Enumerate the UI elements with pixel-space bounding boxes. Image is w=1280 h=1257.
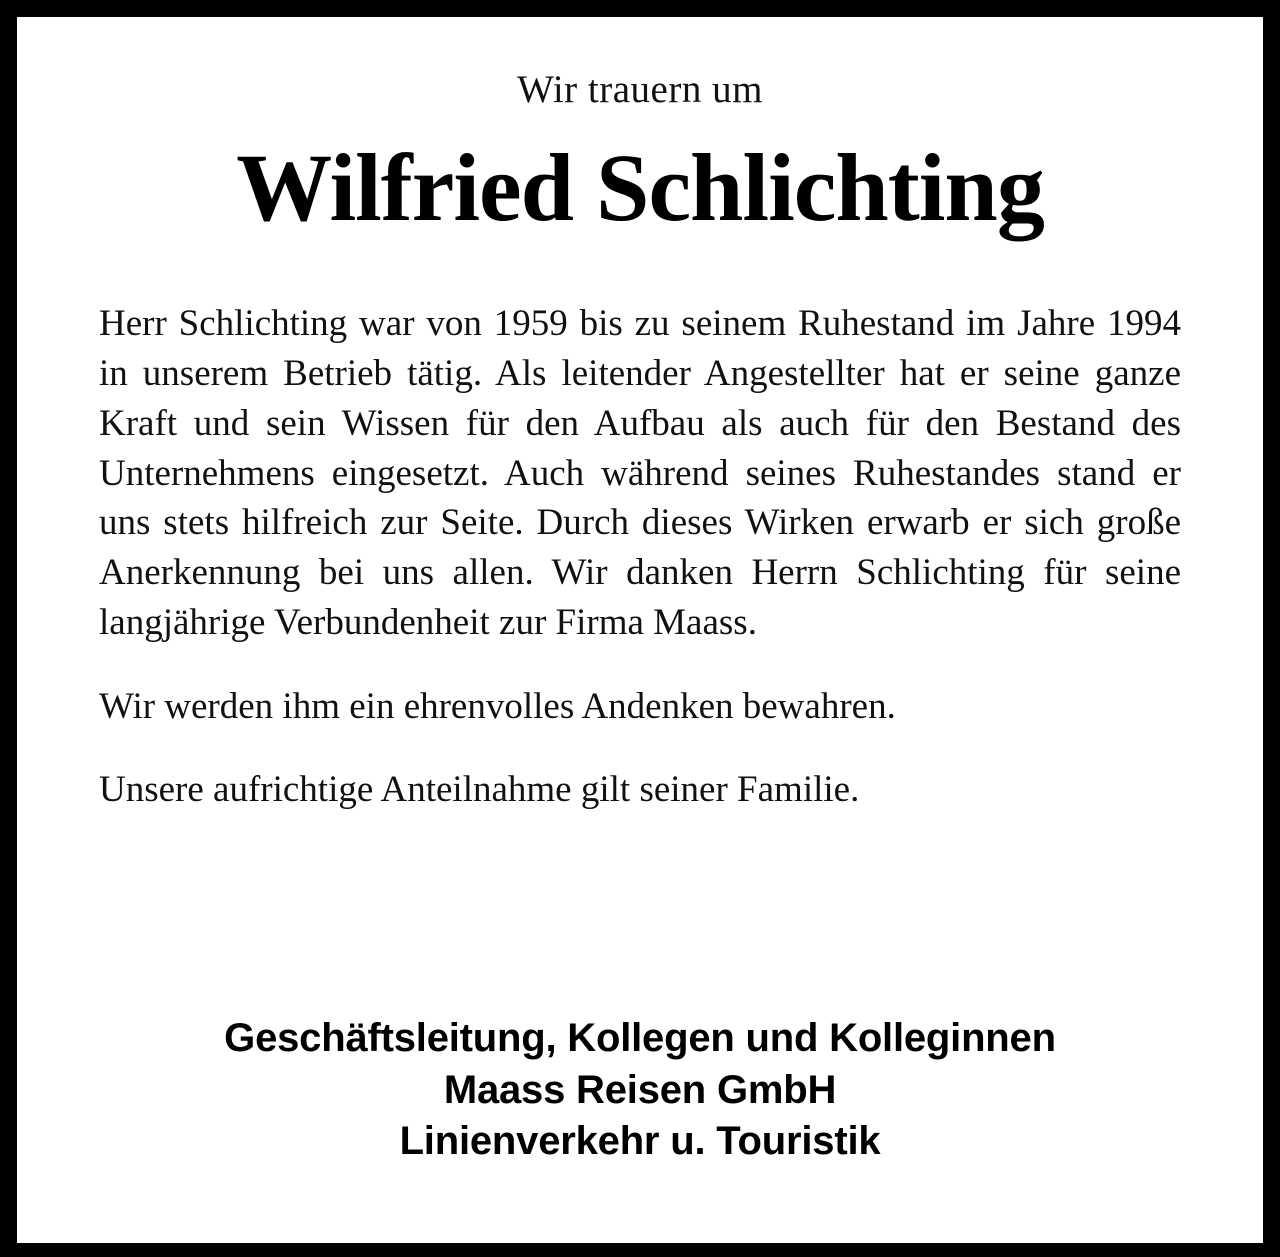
signature-block bbox=[97, 1013, 1183, 1215]
body-paragraph-1: Herr Schlichting war von 1959 bis zu seinem Ruhestand im Jahre 1994 in unserem Betrieb tätig. Als leitender Angestellter hat er seine ganze Kraft und sein Wissen für den Aufbau als auch für den Bestand des Unternehmens eingesetzt. Auch während seines Ruhestandes stand er uns stets hilfreich zur Seite. Durch dieses Wirken erwarb er sich große Anerkennung bei uns allen. Wir danken Herrn Schlichting für seine langjährige Verbundenheit zur Firma Maass. bbox=[99, 303, 1181, 643]
body-paragraph-2: Wir werden ihm ein ehrenvolles Andenken bewahren. bbox=[99, 685, 896, 727]
obituary-body bbox=[97, 299, 1183, 849]
signature-line-2: Maass Reisen GmbH bbox=[443, 1067, 837, 1112]
obituary-card bbox=[17, 17, 1263, 1243]
deceased-name: Wilfried Schlichting bbox=[236, 133, 1044, 241]
signature-line-1: Geschäftsleitung, Kollegen und Kolleginnen bbox=[224, 1016, 1056, 1061]
body-paragraph-3: Unsere aufrichtige Anteilnahme gilt seiner Familie. bbox=[99, 769, 860, 811]
signature-line-3: Linienverkehr u. Touristik bbox=[399, 1118, 881, 1163]
intro-line: Wir trauern um bbox=[517, 68, 763, 111]
